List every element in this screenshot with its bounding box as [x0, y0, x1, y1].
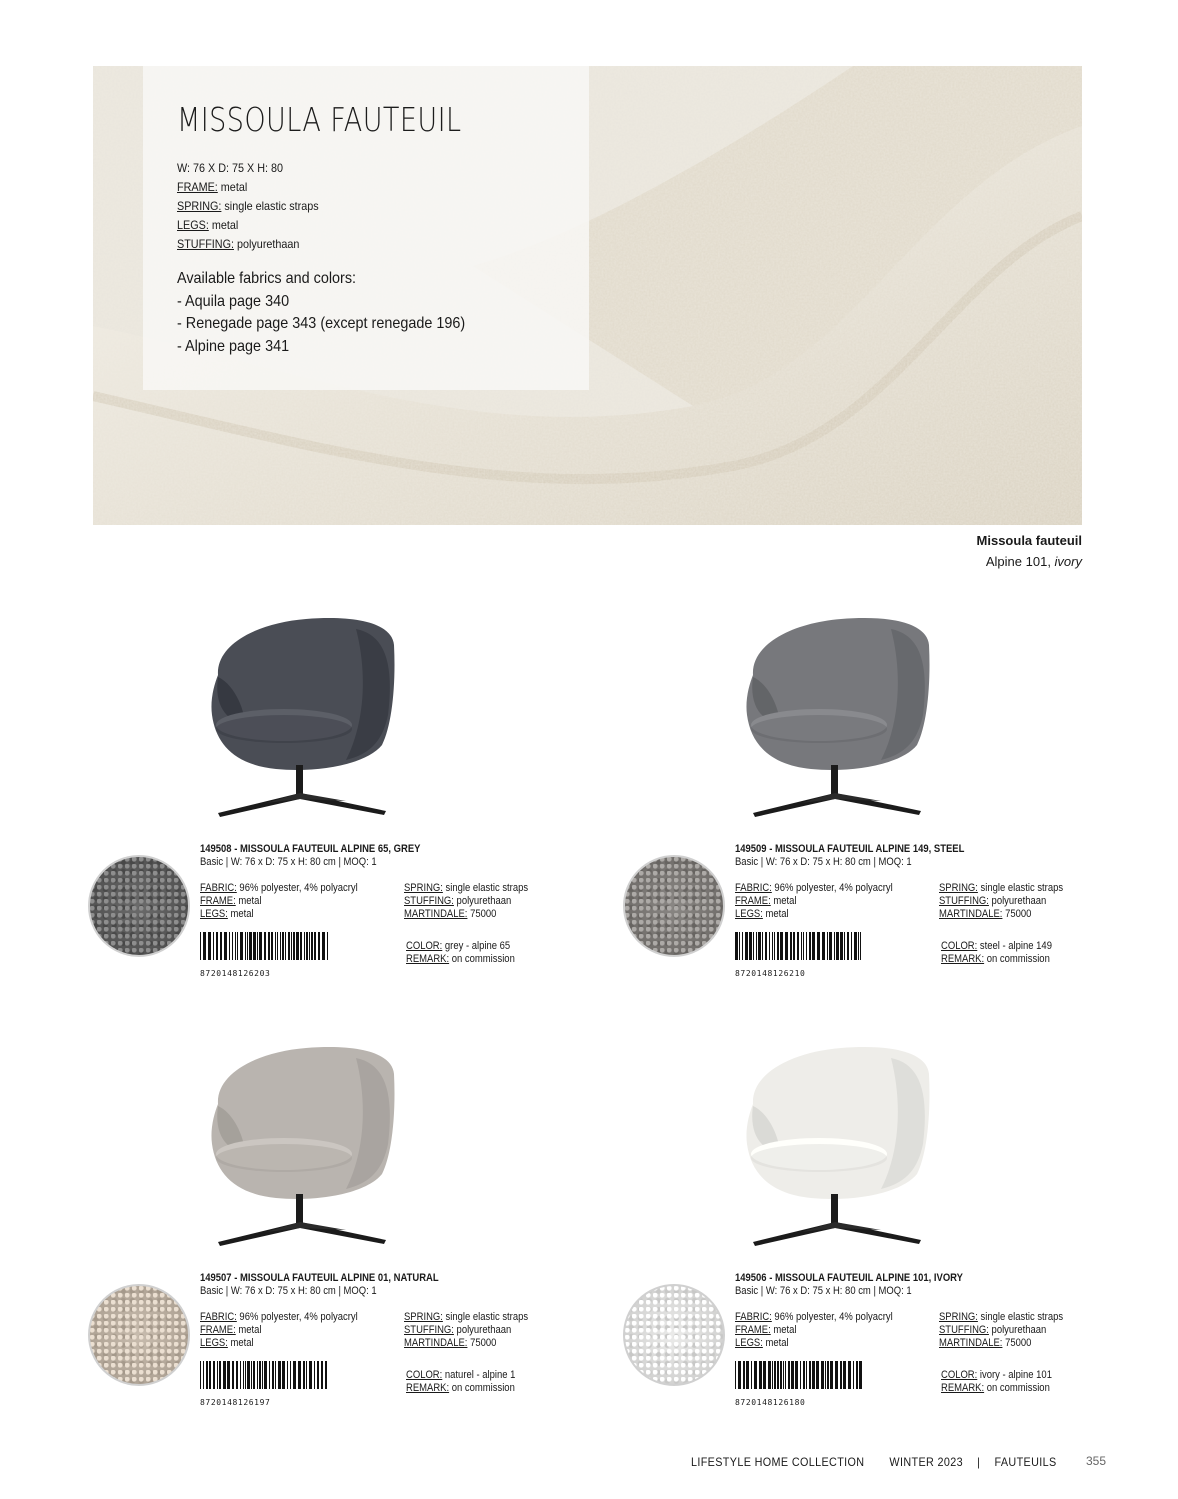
footer-separator: | — [977, 1455, 981, 1469]
product-specs-right: SPRING: single elastic straps STUFFING: polyurethaan MARTINDALE: 75000 — [404, 882, 529, 920]
product-title: 149507 - MISSOULA FAUTEUIL ALPINE 01, NATURAL — [200, 1272, 439, 1284]
product-specs-right: SPRING: single elastic straps STUFFING: polyurethaan MARTINDALE: 75000 — [404, 1311, 529, 1349]
chair-product-image — [731, 605, 931, 825]
barcode — [200, 1361, 330, 1389]
product-subtitle: Basic | W: 76 x D: 75 x H: 80 cm | MOQ: 1 — [735, 1285, 912, 1297]
fabric-option: - Renegade page 343 (except renegade 196) — [177, 315, 466, 332]
fabric-swatch — [623, 855, 725, 957]
product-card — [623, 1034, 1103, 1414]
fabrics-heading: Available fabrics and colors: — [177, 270, 357, 287]
product-title: 149508 - MISSOULA FAUTEUIL ALPINE 65, GREY — [200, 843, 421, 855]
caption-fabric: Alpine 101, ivory — [985, 554, 1082, 569]
barcode — [735, 1361, 865, 1389]
product-subtitle: Basic | W: 76 x D: 75 x H: 80 cm | MOQ: 1 — [735, 856, 912, 868]
product-title: 149509 - MISSOULA FAUTEUIL ALPINE 149, STEEL — [735, 843, 965, 855]
product-subtitle: Basic | W: 76 x D: 75 x H: 80 cm | MOQ: 1 — [200, 1285, 377, 1297]
barcode-number: 8720148126210 — [735, 969, 806, 978]
product-color-remark: COLOR: steel - alpine 149 REMARK: on commission — [941, 940, 1052, 965]
product-card — [88, 1034, 568, 1414]
chair-product-image — [731, 1034, 931, 1254]
barcode-number: 8720148126197 — [200, 1398, 271, 1407]
product-subtitle: Basic | W: 76 x D: 75 x H: 80 cm | MOQ: 1 — [200, 856, 377, 868]
product-specs-left: FABRIC: 96% polyester, 4% polyacryl FRAME: metal LEGS: metal — [735, 882, 893, 920]
barcode — [735, 932, 865, 960]
barcode — [200, 932, 330, 960]
hero-caption — [977, 530, 1082, 572]
footer-season: WINTER 2023 — [889, 1455, 963, 1469]
hero-spec-frame: FRAME: metal — [177, 180, 248, 194]
footer-section: FAUTEUILS — [994, 1455, 1057, 1469]
product-specs-left: FABRIC: 96% polyester, 4% polyacryl FRAME: metal LEGS: metal — [735, 1311, 893, 1349]
product-specs-left: FABRIC: 96% polyester, 4% polyacryl FRAME: metal LEGS: metal — [200, 882, 358, 920]
product-color-remark: COLOR: ivory - alpine 101 REMARK: on commission — [941, 1369, 1052, 1394]
barcode-number: 8720148126180 — [735, 1398, 806, 1407]
fabric-swatch — [88, 855, 190, 957]
product-card — [623, 605, 1103, 985]
page-title: MISSOULA FAUTEUIL — [177, 100, 462, 139]
product-specs-left: FABRIC: 96% polyester, 4% polyacryl FRAME: metal LEGS: metal — [200, 1311, 358, 1349]
hero-spec-legs: LEGS: metal — [177, 218, 239, 232]
product-specs-right: SPRING: single elastic straps STUFFING: polyurethaan MARTINDALE: 75000 — [939, 882, 1064, 920]
hero-image — [93, 66, 1082, 525]
chair-product-image — [196, 1034, 396, 1254]
hero-dimensions: W: 76 X D: 75 X H: 80 — [177, 161, 284, 175]
fabric-swatch — [623, 1284, 725, 1386]
page-number: 355 — [1086, 1454, 1107, 1468]
product-color-remark: COLOR: naturel - alpine 1 REMARK: on commission — [406, 1369, 516, 1394]
fabric-swatch — [88, 1284, 190, 1386]
caption-name: Missoula fauteuil — [976, 533, 1082, 548]
barcode-number: 8720148126203 — [200, 969, 271, 978]
product-card — [88, 605, 568, 985]
hero-info-panel — [143, 66, 589, 390]
available-fabrics — [177, 268, 517, 358]
chair-product-image — [196, 605, 396, 825]
hero-spec-spring: SPRING: single elastic straps — [177, 199, 319, 213]
product-title: 149506 - MISSOULA FAUTEUIL ALPINE 101, IVORY — [735, 1272, 963, 1284]
product-color-remark: COLOR: grey - alpine 65 REMARK: on commission — [406, 940, 515, 965]
fabric-option: - Alpine page 341 — [177, 337, 290, 355]
footer-collection: LIFESTYLE HOME COLLECTION — [691, 1455, 865, 1469]
fabric-option: - Aquila page 340 — [177, 292, 290, 310]
hero-spec-stuffing: STUFFING: polyurethaan — [177, 237, 300, 251]
hero-specs — [177, 159, 517, 254]
product-specs-right: SPRING: single elastic straps STUFFING: polyurethaan MARTINDALE: 75000 — [939, 1311, 1064, 1349]
page-footer — [691, 1455, 1057, 1469]
